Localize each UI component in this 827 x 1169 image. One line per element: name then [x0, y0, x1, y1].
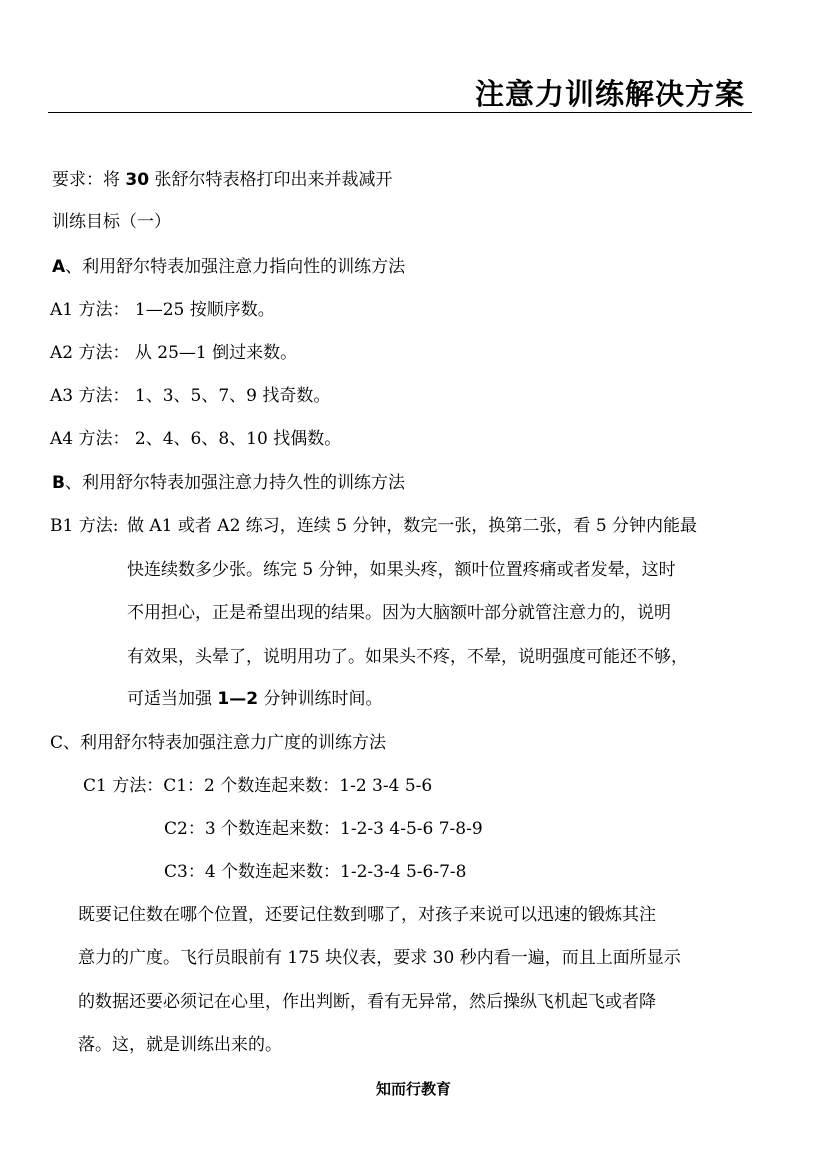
method-b1-label: B1 方法: [50, 516, 119, 536]
method-c3: C3：4 个数连起来数：1-2-3-4 5-6-7-8 [164, 862, 467, 882]
section-a-letter: A [52, 257, 66, 277]
section-b-heading [52, 472, 405, 494]
section-b-title: 、利用舒尔特表加强注意力持久性的训练方法 [64, 473, 405, 493]
title-divider [48, 112, 752, 113]
section-c-paragraph-line-2: 意力的广度。飞行员眼前有 175 块仪表，要求 30 秒内看一遍，而且上面所显示 [78, 948, 681, 968]
requirement-line [52, 169, 392, 191]
section-b-letter: B [52, 473, 65, 493]
method-b1-last-range: 1—2 [217, 689, 259, 709]
method-a3: A3 方法： 1、3、5、7、9 找奇数。 [50, 386, 331, 406]
method-b1-last-suffix: 分钟训练时间。 [258, 689, 383, 709]
requirement-number: 30 [125, 170, 150, 190]
requirement-suffix: 张舒尔特表格打印出来并裁减开 [149, 170, 393, 190]
method-c1: C1 方法：C1：2 个数连起来数：1-2 3-4 5-6 [83, 776, 433, 796]
section-a-heading [52, 256, 405, 278]
section-c-heading: C、利用舒尔特表加强注意力广度的训练方法 [50, 733, 387, 753]
method-a2: A2 方法： 从 25—1 倒过来数。 [50, 343, 298, 363]
method-b1-line-4: 有效果，头晕了，说明用功了。如果头不疼，不晕，说明强度可能还不够， [127, 647, 688, 667]
method-a4: A4 方法： 2、4、6、8、10 找偶数。 [50, 429, 342, 449]
section-c-paragraph-line-4: 落。这，就是训练出来的。 [78, 1035, 282, 1055]
method-b1-line-5 [127, 688, 382, 710]
method-b1-line-3: 不用担心，正是希望出现的结果。因为大脑额叶部分就管注意力的，说明 [127, 603, 671, 623]
method-b1-line-2: 快连续数多少张。练完 5 分钟，如果头疼，额叶位置疼痛或者发晕，这时 [127, 560, 676, 580]
section-a-title: 、利用舒尔特表加强注意力指向性的训练方法 [65, 257, 406, 277]
method-a1: A1 方法： 1—25 按顺序数。 [50, 300, 275, 320]
section-c-paragraph-line-3: 的数据还要必须记在心里，作出判断，看有无异常，然后操纵飞机起飞或者降 [78, 992, 656, 1012]
method-b1-line-1: 做 A1 或者 A2 练习，连续 5 分钟，数完一张，换第二张，看 5 分钟内能最 [127, 516, 698, 536]
method-b1-last-prefix: 可适当加强 [127, 689, 218, 709]
goal-heading: 训练目标（一） [52, 212, 171, 232]
method-c2: C2：3 个数连起来数：1-2-3 4-5-6 7-8-9 [164, 819, 483, 839]
requirement-prefix: 要求：将 [52, 170, 126, 190]
page-title: 注意力训练解决方案 [474, 77, 745, 111]
page-footer: 知而行教育 [375, 1080, 451, 1098]
section-c-paragraph-line-1: 既要记住数在哪个位置，还要记住数到哪了，对孩子来说可以迅速的锻炼其注 [78, 905, 656, 925]
